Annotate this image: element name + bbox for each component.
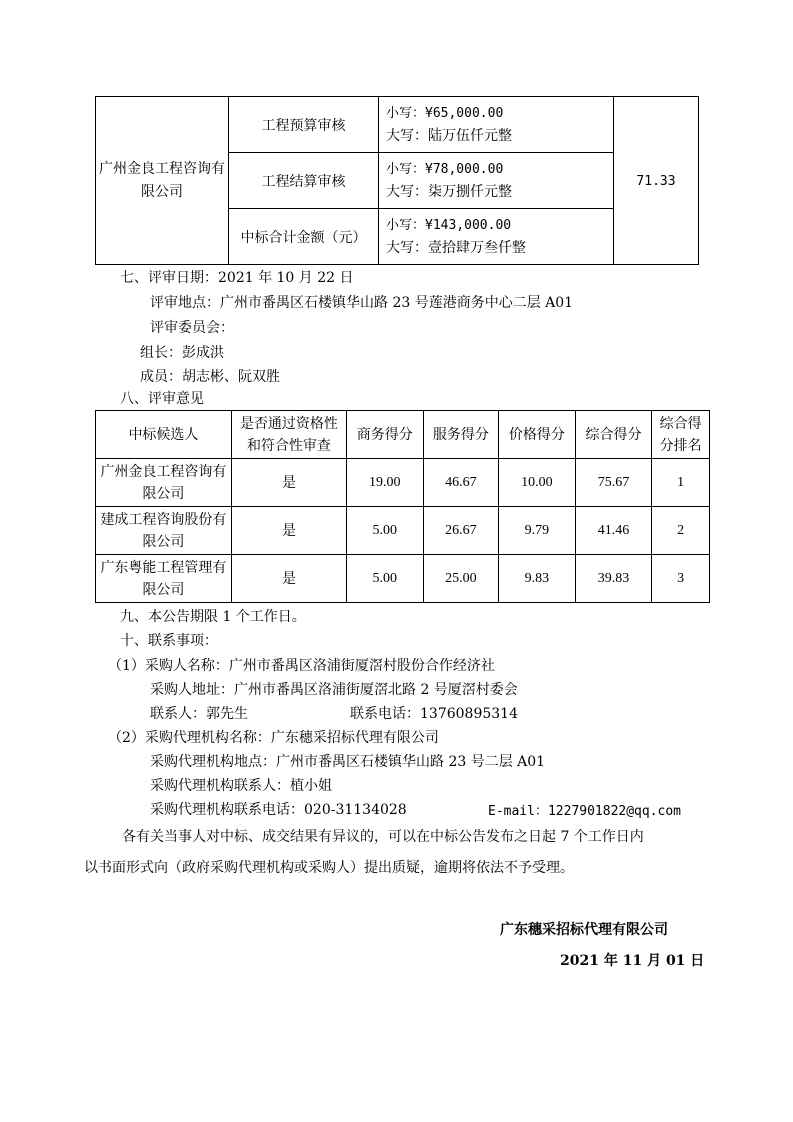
table-row xyxy=(96,507,710,555)
rank-cell: 3 xyxy=(652,555,710,603)
header-business: 商务得分 xyxy=(346,411,423,459)
table-row xyxy=(96,555,710,603)
amount-cell xyxy=(379,209,614,265)
candidate-name xyxy=(96,555,232,603)
candidate-name-text: 广州金良工程咨询有限公司 xyxy=(100,463,227,502)
agency-email: E-mail：1227901822@qq.com xyxy=(488,804,682,819)
score-cell xyxy=(614,97,699,265)
total-score: 41.46 xyxy=(575,507,652,555)
objection-line-1: 各有关当事人对中标、成交结果有异议的，可以在中标公告发布之日起 7 个工作日内 xyxy=(122,829,644,845)
price-score: 9.83 xyxy=(499,555,576,603)
company-cell: 广州金良工程咨询有限公司 xyxy=(96,97,229,265)
buyer-address: 采购人地址：广州市番禺区洛浦街厦滘北路 2 号厦滘村委会 xyxy=(150,682,518,698)
price-table xyxy=(95,96,699,265)
agency-name: （2）采购代理机构名称：广东穗采招标代理有限公司 xyxy=(108,730,439,746)
rank-cell: 1 xyxy=(652,459,710,507)
table-header-row xyxy=(96,411,710,459)
amount-small: 小写：¥78,000.00 xyxy=(386,161,504,177)
contact-heading: 十、联系事项： xyxy=(120,633,218,649)
item-cell: 工程结算审核 xyxy=(229,153,379,209)
header-service: 服务得分 xyxy=(423,411,499,459)
service-score: 25.00 xyxy=(423,555,499,603)
candidate-name-text: 广东粤能工程管理有限公司 xyxy=(100,559,227,598)
score-table xyxy=(95,410,710,603)
table-row xyxy=(96,97,699,153)
rank-cell: 2 xyxy=(652,507,710,555)
objection-line-2: 以书面形式向（政府采购代理机构或采购人）提出质疑，逾期将依法不予受理。 xyxy=(84,860,574,876)
service-score: 26.67 xyxy=(423,507,499,555)
header-total: 综合得分 xyxy=(575,411,652,459)
pass-cell: 是 xyxy=(231,459,346,507)
signature-org: 广东穗采招标代理有限公司 xyxy=(500,922,668,938)
agency-address: 采购代理机构地点：广州市番禺区石楼镇华山路 23 号二层 A01 xyxy=(150,754,546,770)
committee-leader: 组长：彭成洪 xyxy=(140,345,224,361)
candidate-name xyxy=(96,459,232,507)
buyer-phone: 联系电话：13760895314 xyxy=(350,706,518,722)
business-score: 5.00 xyxy=(346,507,423,555)
signature-date: 2021 年 11 月 01 日 xyxy=(560,953,705,969)
buyer-contact: 联系人：郭先生 xyxy=(150,706,248,722)
review-date: 七、评审日期：2021 年 10 月 22 日 xyxy=(120,270,354,286)
item-cell: 工程预算审核 xyxy=(229,97,379,153)
score-value: 71.33 xyxy=(636,173,676,189)
committee-members: 成员：胡志彬、阮双胜 xyxy=(140,369,280,385)
header-qualification-text: 是否通过资格性和符合性审查 xyxy=(239,415,338,454)
buyer-name: （1）采购人名称：广州市番禺区洛浦街厦滘村股份合作经济社 xyxy=(108,658,495,674)
amount-cell xyxy=(379,97,614,153)
total-score: 75.67 xyxy=(575,459,652,507)
header-candidate: 中标候选人 xyxy=(96,411,232,459)
amount-small: 小写：¥65,000.00 xyxy=(386,105,504,121)
amount-cell xyxy=(379,153,614,209)
amount-big: 大写：柒万捌仟元整 xyxy=(386,183,512,200)
review-location: 评审地点：广州市番禺区石楼镇华山路 23 号莲港商务中心二层 A01 xyxy=(150,295,574,311)
amount-big: 大写：壹拾肆万叁仟整 xyxy=(386,239,526,256)
agency-contact: 采购代理机构联系人：植小姐 xyxy=(150,778,332,794)
amount-small: 小写：¥143,000.00 xyxy=(386,217,512,233)
item-cell: 中标合计金额（元） xyxy=(229,209,379,265)
table-row xyxy=(96,459,710,507)
header-price: 价格得分 xyxy=(499,411,576,459)
review-committee: 评审委员会： xyxy=(150,320,234,336)
pass-cell: 是 xyxy=(231,555,346,603)
agency-phone: 采购代理机构联系电话：020-31134028 xyxy=(150,802,407,818)
notice-period: 九、本公告期限 1 个工作日。 xyxy=(120,609,306,625)
candidate-name-text: 建成工程咨询股份有限公司 xyxy=(100,511,227,550)
opinion-heading: 八、评审意见 xyxy=(120,391,204,407)
price-score: 9.79 xyxy=(499,507,576,555)
total-score: 39.83 xyxy=(575,555,652,603)
header-rank xyxy=(652,411,710,459)
header-qualification xyxy=(231,411,346,459)
amount-big: 大写：陆万伍仟元整 xyxy=(386,127,512,144)
business-score: 19.00 xyxy=(346,459,423,507)
header-rank-text: 综合得分排名 xyxy=(659,415,702,454)
pass-cell: 是 xyxy=(231,507,346,555)
price-score: 10.00 xyxy=(499,459,576,507)
service-score: 46.67 xyxy=(423,459,499,507)
candidate-name xyxy=(96,507,232,555)
business-score: 5.00 xyxy=(346,555,423,603)
